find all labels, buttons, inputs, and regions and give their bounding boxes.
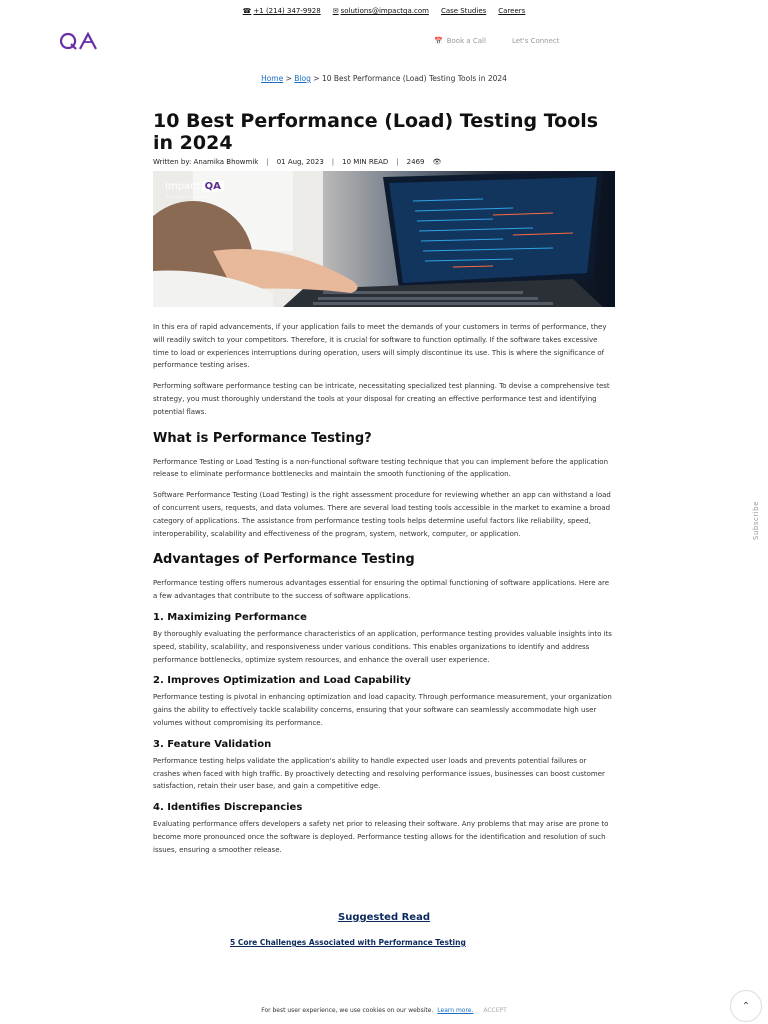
hero-image (153, 171, 615, 307)
what-paragraph-2: Software Performance Testing (Load Testing) is the right assessment procedure for reviewing whether an app can withstand a load of concurrent users, requests, and data volumes. There are several load testing tools accessible in the market to examine a broad category of applications. The assistance from performance testing tools helps determine useful factors like reliability, speed, interoperability, scalability and effectiveness of the program, system, network, computer, or application. (153, 491, 611, 538)
cookie-learn-more-link[interactable]: Learn more. (437, 1007, 474, 1014)
phone-link[interactable] (243, 7, 321, 15)
paragraph-maximizing-performance: By thoroughly evaluating the performance characteristics of an application, performance testing provides valuable insights into its speed, stability, scalability, and responsiveness under various conditions. This enables organizations to identify and address performance bottlenecks, optimize system resources, and enhance the overall user experience. (153, 629, 612, 664)
article-author: Written by: Anamika Bhowmik (153, 158, 259, 166)
book-call-label: Book a Call (446, 37, 486, 45)
suggested-read-link[interactable]: 5 Core Challenges Associated with Performance Testing (230, 938, 466, 947)
lets-connect-button[interactable]: Let's Connect (511, 37, 560, 45)
email-link[interactable] (333, 7, 429, 15)
meta-separator: | (266, 158, 269, 166)
heading-identifies-discrepancies: 4. Identifies Discrepancies (153, 802, 303, 814)
article-meta (153, 158, 615, 166)
hero-logo-text: Impact (165, 181, 200, 192)
phone-text: +1 (214) 347-9928 (253, 7, 321, 15)
paragraph-identifies-discrepancies: Evaluating performance offers developers a safety net prior to releasing their software. Any problems that may arise are prone to become more pronounced once the software is deployed. Performance testing allows for the identification and resolution of such issues, ensuring a smoother release. (153, 820, 609, 854)
breadcrumb-home[interactable]: Home (261, 74, 284, 83)
breadcrumb (0, 74, 768, 83)
email-text: solutions@impactqa.com (340, 7, 429, 15)
article-body (153, 321, 615, 857)
article-date: 01 Aug, 2023 (276, 158, 324, 166)
mail-icon: ✉ (332, 7, 339, 15)
cookie-accept-button[interactable]: ACCEPT (483, 1007, 507, 1014)
article (153, 110, 615, 865)
paragraph-feature-validation: Performance testing helps validate the application's ability to handle expected user loads and prevents potential failures or crashes when faced with high traffic. By proactively detecting and resolving performance issues, businesses can boost customer satisfaction, retain their user base, and gain a competitive edge. (153, 756, 605, 791)
cookie-banner (0, 1007, 768, 1014)
meta-separator: | (331, 158, 335, 166)
article-views: 2469 (406, 158, 425, 166)
book-call-button[interactable] (434, 37, 486, 45)
breadcrumb-separator: > (313, 74, 322, 83)
subscribe-tab[interactable]: Subscribe (752, 501, 760, 540)
suggested-read-title: Suggested Read (338, 912, 430, 923)
top-utility-bar (0, 7, 768, 15)
header-nav (434, 37, 560, 45)
chevron-up-icon: ⌃ (741, 1000, 751, 1012)
meta-separator: | (396, 158, 399, 166)
breadcrumb-current: 10 Best Performance (Load) Testing Tools in 2024 (321, 74, 507, 83)
paragraph-improves-optimization: Performance testing is pivotal in enhancing optimization and load capacity. Through performance measurement, your organization gains the ability to effectively tackle scalability concerns, ensuring that your software can seamlessly accommodate high user volumes without compromising its performance. (153, 693, 612, 727)
intro-paragraph-1: In this era of rapid advancements, if your application fails to meet the demands of your customers in terms of performance, they will readily switch to your competitors. Therefore, it is crucial for software to function optimally. If the software takes excessive time to load or experiences interruptions during operation, users will simply discontinue its use. This is where the significance of performance testing arises. (153, 323, 607, 370)
intro-paragraph-2: Performing software performance testing can be intricate, necessitating specialized test planning. To devise a comprehensive test strategy, you must thoroughly understand the tools at your disposal for creating an effective performance test and identifying potential flaws. (153, 382, 610, 416)
breadcrumb-blog[interactable]: Blog (294, 74, 311, 83)
article-title: 10 Best Performance (Load) Testing Tools in 2024 (153, 110, 599, 154)
phone-icon: ☎ (242, 7, 252, 15)
heading-maximizing-performance: 1. Maximizing Performance (153, 611, 307, 623)
heading-advantages: Advantages of Performance Testing (153, 552, 415, 568)
article-read-time: 10 MIN READ (342, 158, 389, 166)
heading-feature-validation: 3. Feature Validation (153, 738, 272, 750)
careers-link[interactable]: Careers (498, 7, 526, 15)
heading-what-is-performance-testing: What is Performance Testing? (153, 430, 372, 446)
what-paragraph-1: Performance Testing or Load Testing is a non-functional software testing technique that you can implement before the application release to eliminate performance bottlenecks and maintain the smooth functioning of the application. (153, 457, 609, 479)
hero-logo-qa: QA (202, 181, 224, 192)
calendar-icon: 📅 (434, 37, 443, 45)
advantages-intro: Performance testing offers numerous advantages essential for ensuring the optimal functioning of software applications. Here are a few advantages that contribute to the success of software applications. (153, 579, 610, 601)
case-studies-link[interactable]: Case Studies (440, 7, 487, 15)
hero-logo-subtitle: QUALITY ASSURANCE (166, 195, 216, 199)
impactqa-logo[interactable] (60, 31, 102, 51)
breadcrumb-separator: > (285, 74, 295, 83)
hero-logo (165, 181, 224, 192)
heading-improves-optimization: 2. Improves Optimization and Load Capability (153, 675, 411, 687)
suggested-read (0, 905, 768, 924)
eye-icon: 👁 (432, 158, 442, 166)
cookie-text: For best user experience, we use cookies on our website. (261, 1007, 434, 1014)
scroll-to-top-button[interactable] (730, 990, 762, 1022)
